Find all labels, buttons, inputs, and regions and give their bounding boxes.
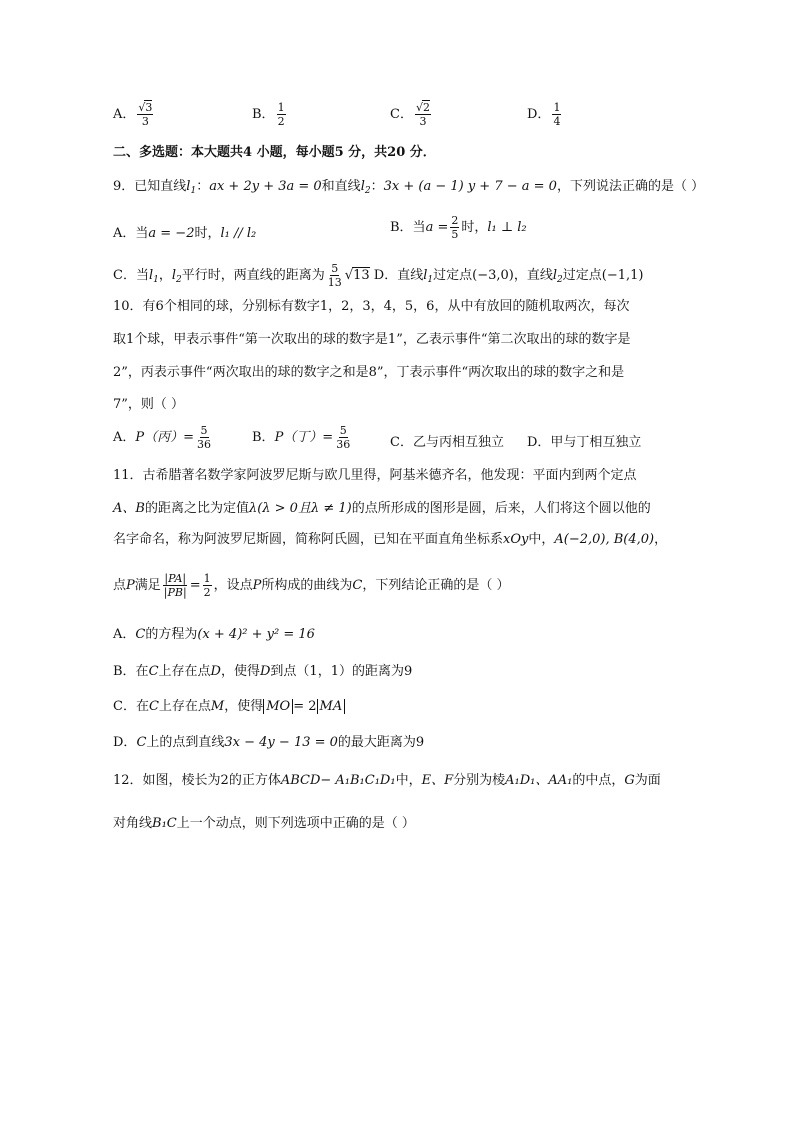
q11-ratio-den: |PB| [163,586,187,599]
q10-line4: 7”，则（ ） [113,397,185,412]
q10-a-text: P（丙）= [135,430,195,445]
q11-ratio-num: |PA| [164,572,187,585]
q11-option-b [113,663,412,681]
q9-option-a [113,222,256,241]
q12-line2 [113,815,415,833]
q11-b-d2: D [259,664,271,679]
q10-a-fraction [196,424,212,451]
q10-b-text: P（丁）= [274,430,334,445]
q10-line1: 10．有6个相同的球，分别标有数字1，2，3，4，5，6，从中有放回的随机取两次，每次 [113,299,630,314]
q10-b-label: B． [252,430,275,445]
q11-half-num: 1 [203,572,211,585]
q8-d-den: 4 [553,115,561,128]
q11-half-fraction [203,572,212,599]
q8-option-c [390,101,433,128]
q11-points-ab: A、B [113,501,145,516]
q11-line2 [113,500,651,518]
q9-l2-equation: 3x + (a − 1) y + 7 − a = 0 [383,179,557,194]
q11-xoy: xOy [503,532,529,547]
q9-a-eq: a = −2 [148,226,195,241]
q11-b-text2: 上存在点 [158,664,211,679]
q8-option-a [113,101,155,128]
q8-d-num: 1 [553,101,561,114]
q9-b-rel: l₁ ⊥ l₂ [487,220,527,235]
q10-line2: 取1个球，甲表示事件“第一次取出的球的数字是1”，乙表示事件“第二次取出的球的数字是 [113,332,631,347]
q10-b-den: 36 [336,438,351,451]
q9-a-rel: l₁ // l₂ [220,226,257,241]
q11-b-c: C [148,664,159,679]
q9-c-den: 13 [327,276,342,289]
q11-c-m: M [210,699,225,714]
q11-d-c: C [136,735,147,750]
q11-c-mo: MO [263,699,293,714]
q8-option-b-fraction [277,101,286,128]
q12-g: G [624,773,635,788]
q8-option-d [527,101,563,128]
q12-text4: 的中点， [572,773,625,788]
q10-option-d: D．甲与丁相互独立 [527,435,642,450]
q8-c-num: 2 [422,101,430,114]
l2-label: $l_2$ [360,179,371,196]
q9-d-text4: 过定点 [562,268,602,283]
q9-d-text: D．直线 [373,268,424,283]
q12-text2: 中， [395,773,422,788]
q11-c-text2: 上存在点 [158,699,211,714]
q9-stem-a: 9．已知直线 [113,179,187,194]
q9-b-lhs: a = [425,220,449,235]
q11-b-text4: 到点（1，1）的距离为9 [270,664,413,679]
q9-d-point1: (−3,0) [472,268,514,283]
q8-option-d-label: D． [527,107,551,122]
q10-b-num: 5 [339,424,347,437]
q9-a-text: A．当 [113,226,149,241]
q11-ratio-fraction [163,572,188,599]
q9-stem: 9．已知直线$l_1$：ax + 2y + 3a = 0和直线$l_2$：3x + (a − 1) y + 7 − a = 0，下列说法正确的是（ ） [113,179,705,196]
q12-text: 12．如图，棱长为2的正方体 [113,773,281,788]
q9-d-text3: ，直线 [513,268,553,283]
q8-a-den: 3 [141,115,149,128]
q8-option-c-fraction: $\frac{√2}{3}$ [415,101,430,128]
q12-line2-text: 对角线 [113,816,153,831]
q12-line2-text2: 上一个动点，则下列选项中正确的是（ ） [176,816,415,831]
section2-header: 二、多选题：本大题共4 小题，每小题5 分，共20 分． [113,145,436,160]
q8-c-den: 3 [419,115,427,128]
q10-a-den: 36 [197,438,212,451]
q9-c-num: 5 [331,262,339,275]
q11-a-eq: (x + 4)² + y² = 16 [197,627,315,642]
q8-b-den: 2 [277,115,285,128]
q9-stem-b: 和直线 [321,179,361,194]
q11-line1: 11．古希腊著名数学家阿波罗尼斯与欧几里得，阿基米德齐名，他发现：平面内到两个定点 [113,468,637,483]
q11-option-c [113,698,345,716]
q9-b-text2: 时， [461,220,488,235]
q11-p2: P [252,578,262,593]
q8-option-b-label: B． [252,107,275,122]
q8-a-num: 3 [145,101,153,114]
q10-line3: 2”，丙表示事件“两次取出的球的数字之和是8”，丁表示事件“两次取出的球的数字之和是 [113,365,625,380]
q11-c-c: C [148,699,159,714]
q12-diagonal: B₁C [152,816,177,831]
q11-equals: = [189,578,201,593]
q11-half-den: 2 [203,586,211,599]
q11-c-ma: MA [317,699,346,714]
q9-stem-c: ，下列说法正确的是（ ） [556,179,705,194]
q9-b-fraction [450,214,459,241]
l1-label: $l_1$ [186,179,197,196]
q11-a-c: C [135,627,146,642]
q9-b-den: 5 [451,228,459,241]
q9-b-num: 2 [451,214,459,227]
q9-c-text2: 平行时，两直线的距离为 [181,268,325,283]
q8-b-num: 1 [277,101,285,114]
q11-a-text: 的方程为 [145,627,198,642]
q11-line4-text: 点 [113,578,127,593]
q11-b-d: D [210,664,221,679]
q11-line2-text2: 的点所形成的图形是圆，后来，人们将这个圆以他的 [351,501,651,516]
q9-c-root: 13 [353,268,370,283]
q12-line1 [113,772,661,790]
q11-lambda: λ(λ > 0且λ ≠ 1) [248,501,352,516]
q12-edges: A₁D₁、AA₁ [505,773,573,788]
q10-a-label: A． [113,430,136,445]
q11-d-label: D． [113,735,137,750]
q8-option-b [252,101,288,128]
q11-line3-comma: ， [654,532,668,547]
q8-option-d-fraction [552,101,561,128]
q9-c-fraction [327,262,343,289]
q11-d-eq: 3x − 4y − 13 = 0 [224,735,338,750]
q9-d-point2: (−1,1) [601,268,644,283]
q11-c-text: C．在 [113,699,149,714]
q11-c-eq: = 2 [293,699,317,714]
q11-line3-text2: 中， [528,532,555,547]
q11-d-text2: 的最大距离为9 [337,735,425,750]
q11-line4-text5: ，下列结论正确的是（ ） [362,578,510,593]
q11-line4-text4: 所构成的曲线为 [261,578,353,593]
q10-option-a [113,424,214,451]
q11-c: C [352,578,363,593]
q9-c-comma: ， [158,268,172,283]
q11-d-text: 上的点到直线 [146,735,225,750]
q9-l1-equation: ax + 2y + 3a = 0 [209,179,322,194]
q11-option-a [113,626,315,644]
q11-line4-text2: 满足 [134,578,161,593]
q10-option-b [252,424,353,451]
q11-line2-text: 的距离之比为定值 [144,501,249,516]
q11-line4 [113,572,509,599]
q11-line4-text3: ，设点 [213,578,253,593]
q8-option-c-label: C． [390,107,413,122]
q9-b-text: B．当 [390,220,426,235]
q8-option-a-label: A． [113,107,136,122]
q11-option-d [113,734,424,752]
q12-text5: 为面 [634,773,661,788]
q11-c-text3: ，使得 [224,699,264,714]
q9-c-text: C．当 [113,268,149,283]
q11-p: P [126,578,135,593]
q11-b-text3: ，使得 [220,664,260,679]
q12-text3: 分别为棱 [453,773,506,788]
q11-line3 [113,531,667,549]
q9-option-b [390,214,527,241]
q9-option-cd: C．当$l_1$，$l_2$平行时，两直线的距离为 $\frac{5}{13}$ √13 D．直线$l_1$过定点(−3,0)，直线$l_2$过定点(−1,1) [113,262,644,289]
q12-cube: ABCD− A₁B₁C₁D₁ [280,773,396,788]
q12-ef: E、F [421,773,454,788]
q11-b-text: B．在 [113,664,149,679]
q10-b-fraction [335,424,351,451]
q9-d-text2: 过定点 [433,268,473,283]
q10-a-num: 5 [200,424,208,437]
q9-a-text2: 时， [194,226,221,241]
q11-a-label: A． [113,627,136,642]
q11-line3-text: 名字命名，称为阿波罗尼斯圆，简称阿氏圆，已知在平面直角坐标系 [113,532,504,547]
q11-points: A(−2,0), B(4,0) [554,532,655,547]
q10-option-c: C．乙与丙相互独立 [390,435,504,450]
q8-option-a-fraction: $\frac{√3}{3}$ [138,101,153,128]
